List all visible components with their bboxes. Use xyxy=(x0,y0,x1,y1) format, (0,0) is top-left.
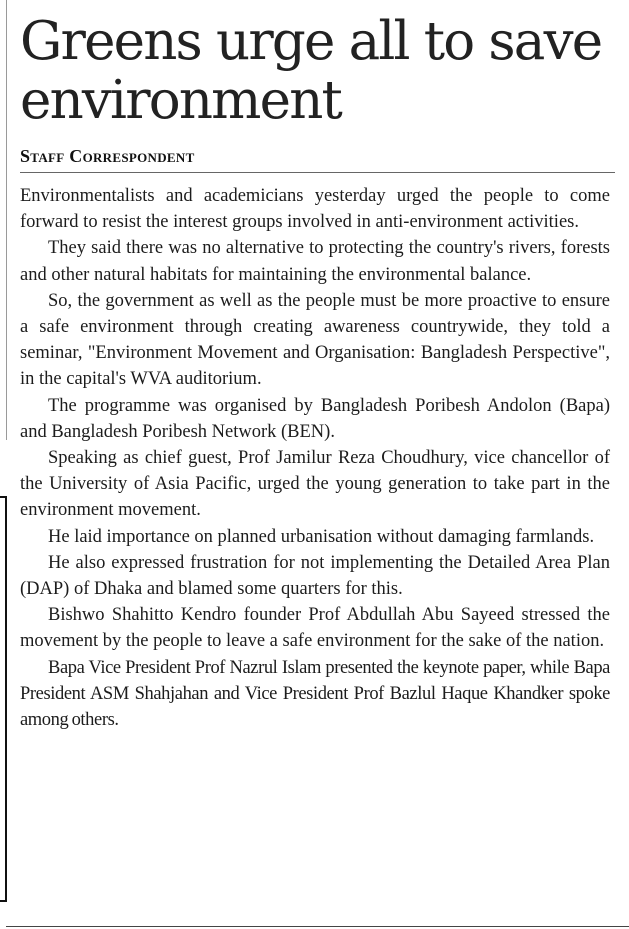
paragraph: The programme was organised by Bangladesh Poribesh Andolon (Bapa) and Bangladesh Poribesh Network (BEN). xyxy=(20,395,610,442)
bottom-rule xyxy=(6,926,629,927)
paragraph: Bishwo Shahitto Kendro founder Prof Abdullah Abu Sayeed stressed the movement by the people to leave a safe environment for the sake of the nation. xyxy=(20,605,610,652)
headline: Greens urge all to save environment xyxy=(20,11,602,131)
left-column-rule xyxy=(6,0,7,440)
paragraph: He laid importance on planned urbanisation without damaging farmlands. xyxy=(48,526,595,547)
byline: Staff Correspondent xyxy=(20,146,195,166)
paragraph: So, the government as well as the people must be more proactive to ensure a safe environment through creating awareness countrywide, they told a seminar, "Environment Movement and Organisation: Bangladesh Perspective", in the capital's WVA auditorium. xyxy=(20,290,610,390)
paragraph: He also expressed frustration for not implementing the Detailed Area Plan (DAP) of Dhaka and blamed some quarters for this. xyxy=(20,552,610,600)
byline-divider xyxy=(20,172,615,173)
paragraph: They said there was no alternative to protecting the country's rivers, forests and other natural habitats for maintaining the environmental balance. xyxy=(20,238,610,285)
article-body xyxy=(20,183,610,733)
paragraph: Speaking as chief guest, Prof Jamilur Reza Choudhury, vice chancellor of the University of Asia Pacific, urged the young generation to take part in the environment movement. xyxy=(20,448,610,521)
left-bracket-rule xyxy=(0,496,7,902)
paragraph: Environmentalists and academicians yesterday urged the people to come forward to resist the interest groups involved in anti-environment activities. xyxy=(20,186,610,233)
paragraph: Bapa Vice President Prof Nazrul Islam presented the keynote paper, while Bapa President ASM Shahjahan and Vice President Prof Bazlul Haque Khandker spoke among others. xyxy=(20,657,610,731)
